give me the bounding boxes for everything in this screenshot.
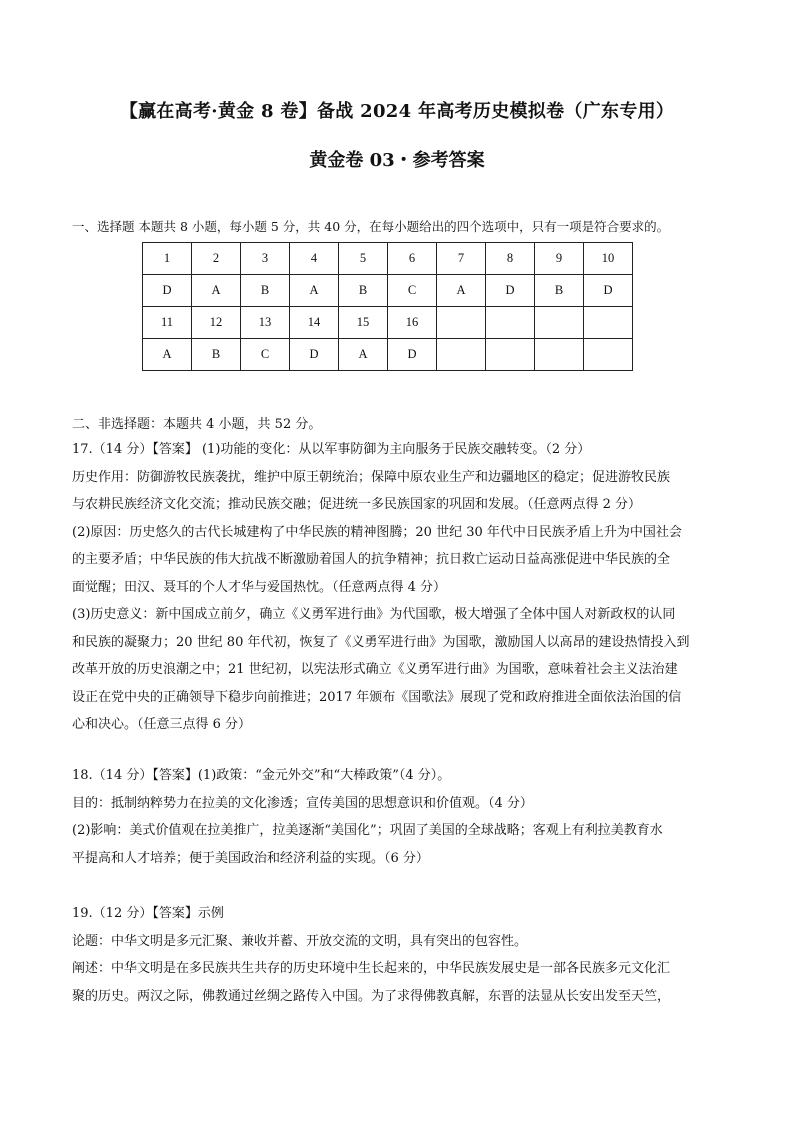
table-cell: B [192,339,241,371]
text-line: 的主要矛盾；中华民族的伟大抗战不断激励着国人的抗争精神；抗日救亡运动日益高涨促进中华民族的全 [72,552,671,567]
table-cell [437,339,486,371]
text-line: 聚的历史。两汉之际，佛教通过丝绸之路传入中国。为了求得佛教真解，东晋的法显从长安出发至天竺， [72,988,671,1004]
table-cell: A [437,275,486,307]
table-cell [535,307,584,339]
table-cell: C [388,275,437,307]
table-cell: 2 [192,243,241,275]
text-line: 目的：抵制纳粹势力在拉美的文化渗透；宣传美国的思想意识和价值观。（4 分） [72,795,533,811]
table-cell: 13 [241,307,290,339]
table-cell: 3 [241,243,290,275]
table-cell [584,307,633,339]
table-cell [486,339,535,371]
table-cell: 4 [290,243,339,275]
table-cell: 14 [290,307,339,339]
table-cell: A [192,275,241,307]
table-cell: 8 [486,243,535,275]
section2-heading [72,411,732,439]
table-cell: D [143,275,192,307]
text-line: 设正在党中央的正确领导下稳步向前推进；2017 年颁布《国歌法》展现了党和政府推进全面依法治国的信 [72,689,682,705]
text-line: 心和决心。（任意三点得 6 分） [72,717,252,732]
table-row [143,307,633,339]
table-row [143,339,633,371]
table-cell: D [584,275,633,307]
table-cell: B [339,275,388,307]
table-row [143,243,633,275]
text-line: 和民族的凝聚力；20 世纪 80 年代初，恢复了《义勇军进行曲》为国歌，激励国人以高昂的建设热情投入到 [72,634,690,650]
table-cell: 1 [143,243,192,275]
text-line: (3)历史意义：新中国成立前夕，确立《义勇军进行曲》为代国歌，极大增强了全体中国人对新政权的认同 [72,607,676,622]
table-cell: 11 [143,307,192,339]
text-line: 平提高和人才培养；便于美国政治和经济利益的实现。（6 分） [72,850,429,866]
document-title: 【赢在高考·黄金 8 卷】备战 2024 年高考历史模拟卷（广东专用） [119,101,675,122]
table-row [143,275,633,307]
table-cell [584,339,633,371]
answer-q17 [72,436,732,739]
text-line: (2)影响：美式价值观在拉美推广，拉美逐渐“美国化”；巩固了美国的全球战略；客观上有利拉美教育水 [72,823,663,838]
answer-table [142,242,633,371]
table-cell: 5 [339,243,388,275]
table-cell: A [143,339,192,371]
text-line: (2)原因：历史悠久的古代长城建构了中华民族的精神图腾；20 世纪 30 年代中日民族矛盾上升为中国社会 [72,524,682,540]
table-cell: 15 [339,307,388,339]
text-line: 与农耕民族经济文化交流；推动民族交融；促进统一多民族国家的巩固和发展。（任意两点得 2 分） [72,497,642,512]
text-line: 阐述：中华文明是在多民族共生共存的历史环境中生长起来的，中华民族发展史是一部各民族多元文化汇 [72,961,671,976]
section2-heading-text: 二、非选择题：本题共 4 小题，共 52 分。 [72,417,322,432]
table-cell: A [290,275,339,307]
text-line: 历史作用：防御游牧民族袭扰，维护中原王朝统治；保障中原农业生产和边疆地区的稳定；促进游牧民族 [72,469,671,485]
table-cell: 7 [437,243,486,275]
table-cell: 12 [192,307,241,339]
text-line: 论题：中华文明是多元汇聚、兼收并蓄、开放交流的文明，具有突出的包容性。 [72,933,528,949]
table-cell: D [290,339,339,371]
table-cell: A [339,339,388,371]
table-cell: 6 [388,243,437,275]
answer-q19 [72,900,732,1010]
section1-heading: 一、选择题 本题共 8 小题，每小题 5 分，共 40 分，在每小题给出的四个选项中，只有一项是符合要求的。 [72,219,670,234]
table-cell [437,307,486,339]
table-cell: B [535,275,584,307]
text-line: 17.（14 分）【答案】 (1)功能的变化：从以军事防御为主向服务于民族交融转变。（2 分） [72,442,591,457]
table-cell: 10 [584,243,633,275]
table-cell [535,339,584,371]
table-cell: D [388,339,437,371]
table-cell: 9 [535,243,584,275]
table-cell: C [241,339,290,371]
table-cell: D [486,275,535,307]
table-cell [486,307,535,339]
text-line: 18.（14 分）【答案】(1)政策：“金元外交”和“大棒政策”（4 分）。 [72,768,451,783]
table-cell: 16 [388,307,437,339]
text-line: 19.（12 分）【答案】示例 [72,906,224,921]
table-cell: B [241,275,290,307]
document-subtitle: 黄金卷 03・参考答案 [309,150,485,171]
answer-q18 [72,762,732,872]
text-line: 面觉醒；田汉、聂耳的个人才华与爱国热忱。（任意两点得 4 分） [72,579,447,595]
text-line: 改革开放的历史浪潮之中；21 世纪初，以宪法形式确立《义勇军进行曲》为国歌，意味着社会主义法治建 [72,662,678,677]
